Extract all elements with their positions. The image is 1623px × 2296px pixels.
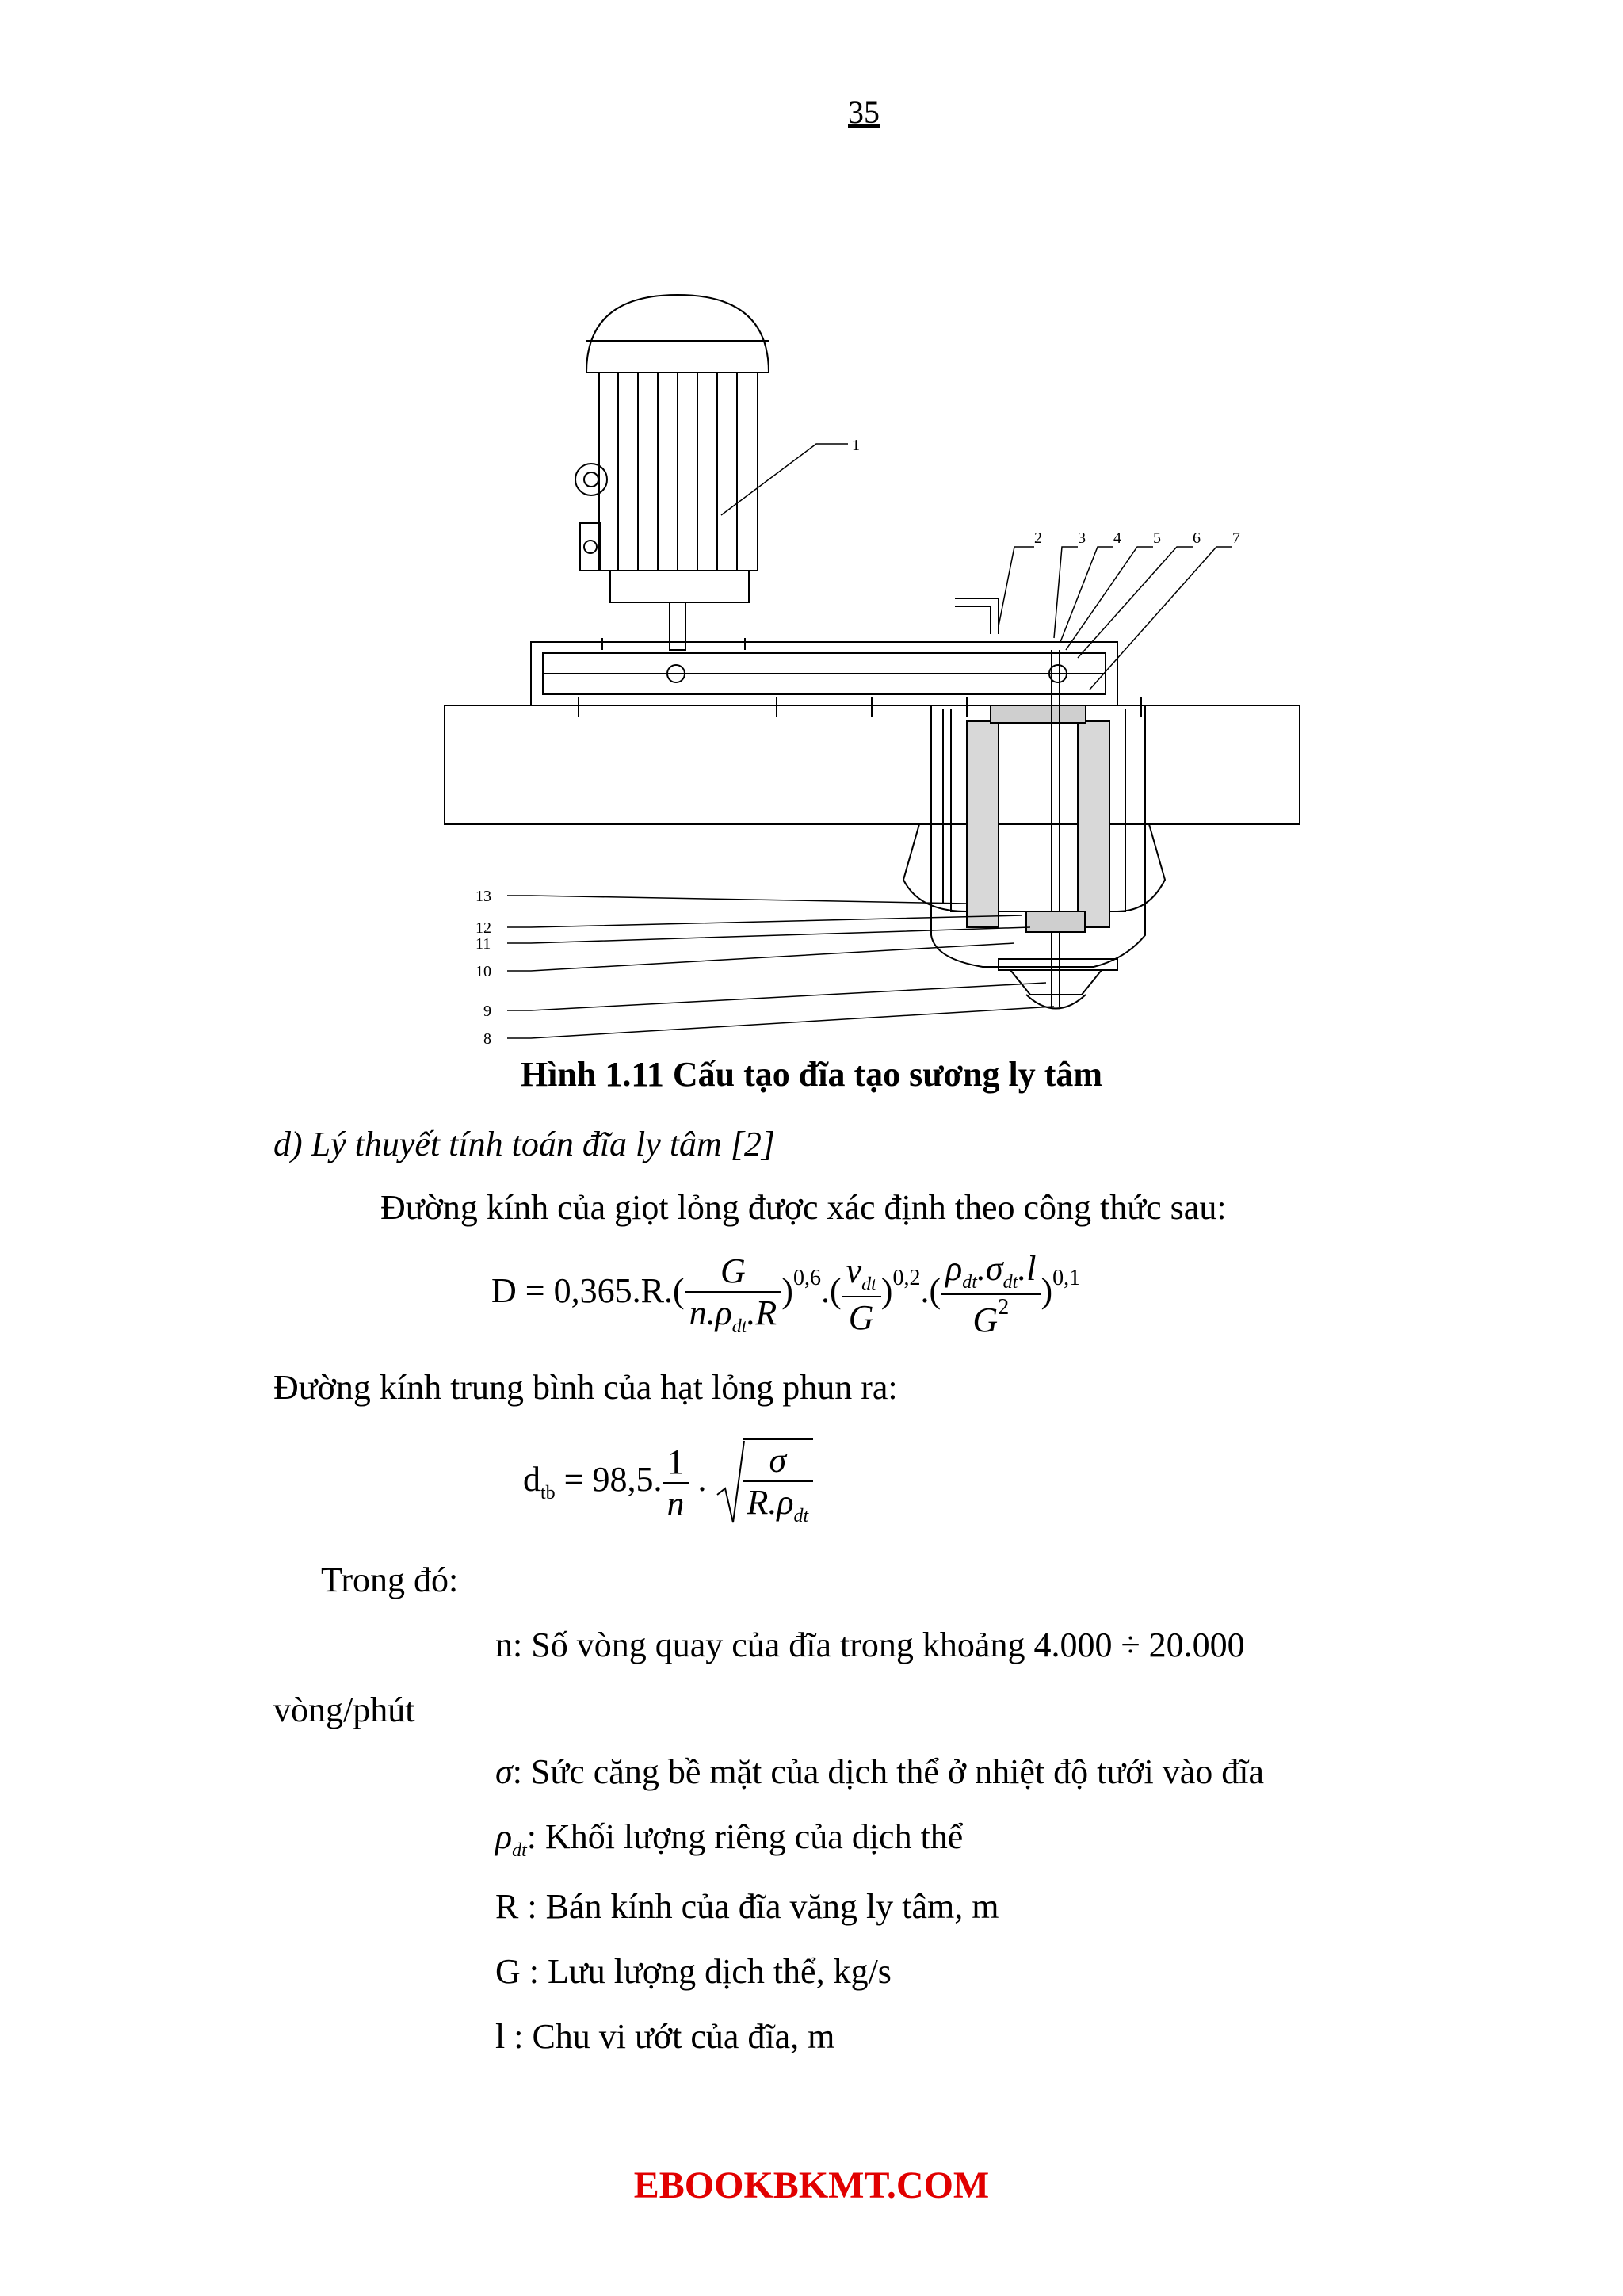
label-2: 2 bbox=[1034, 529, 1042, 547]
definition-n-cont: vòng/phút bbox=[273, 1690, 415, 1729]
definition-rho: $\rho_{dt}$: Khối lượng riêng của dịch thể bbox=[495, 1817, 964, 1861]
label-1: 1 bbox=[852, 437, 860, 454]
label-13: 13 bbox=[475, 888, 491, 905]
section-subheading: d) Lý thuyết tính toán đĩa ly tâm [2] bbox=[273, 1125, 776, 1163]
where-label: Trong đó: bbox=[321, 1561, 459, 1599]
page-number: 35 bbox=[848, 94, 880, 130]
mean-diameter-text: Đường kính trung bình của hạt lỏng phun ra: bbox=[273, 1368, 898, 1407]
intro-text: Đường kính của giọt lỏng được xác định theo công thức sau: bbox=[380, 1188, 1227, 1227]
formula-mean-diameter: $d_{tb} = 98,5$. $\frac{1}{n}$ . $\frac{\sigma}{R.\rho_{dt}}$ bbox=[523, 1438, 813, 1527]
figure-caption: Hình 1.11 Cấu tạo đĩa tạo sương ly tâm bbox=[520, 1055, 1103, 1094]
label-4: 4 bbox=[1113, 529, 1121, 547]
label-10: 10 bbox=[475, 963, 491, 980]
centrifugal-atomizer-drawing bbox=[444, 277, 1347, 1054]
label-11: 11 bbox=[475, 935, 491, 953]
formula-droplet-diameter: D = 0,365.R.( $\frac{G}{n.\rho_{dt}.R}$ )$^{0,6}$.( $\frac{v_{dt}}{G}$ )$^{0,2}$.( $\frac{\rho_{dt}.\sigma_{dt}.l}{G^2}$ )$^{0,1}$ bbox=[491, 1249, 1081, 1339]
label-6: 6 bbox=[1193, 529, 1201, 547]
label-9: 9 bbox=[483, 1003, 491, 1020]
definition-n: n: Số vòng quay của đĩa trong khoảng 4.000 ÷ 20.000 bbox=[495, 1626, 1245, 1664]
definition-R: R : Bán kính của đĩa văng ly tâm, m bbox=[495, 1887, 999, 1926]
footer-watermark: EBOOKBKMT.COM bbox=[633, 2164, 990, 2206]
label-5: 5 bbox=[1153, 529, 1161, 547]
definition-sigma: σ: Sức căng bề mặt của dịch thể ở nhiệt độ tưới vào đĩa bbox=[495, 1752, 1265, 1791]
label-8: 8 bbox=[483, 1030, 491, 1048]
label-7: 7 bbox=[1232, 529, 1240, 547]
label-12: 12 bbox=[475, 919, 491, 937]
definition-l: l : Chu vi ướt của đĩa, m bbox=[495, 2017, 835, 2056]
label-3: 3 bbox=[1078, 529, 1086, 547]
definition-G: G : Lưu lượng dịch thể, kg/s bbox=[495, 1952, 892, 1991]
